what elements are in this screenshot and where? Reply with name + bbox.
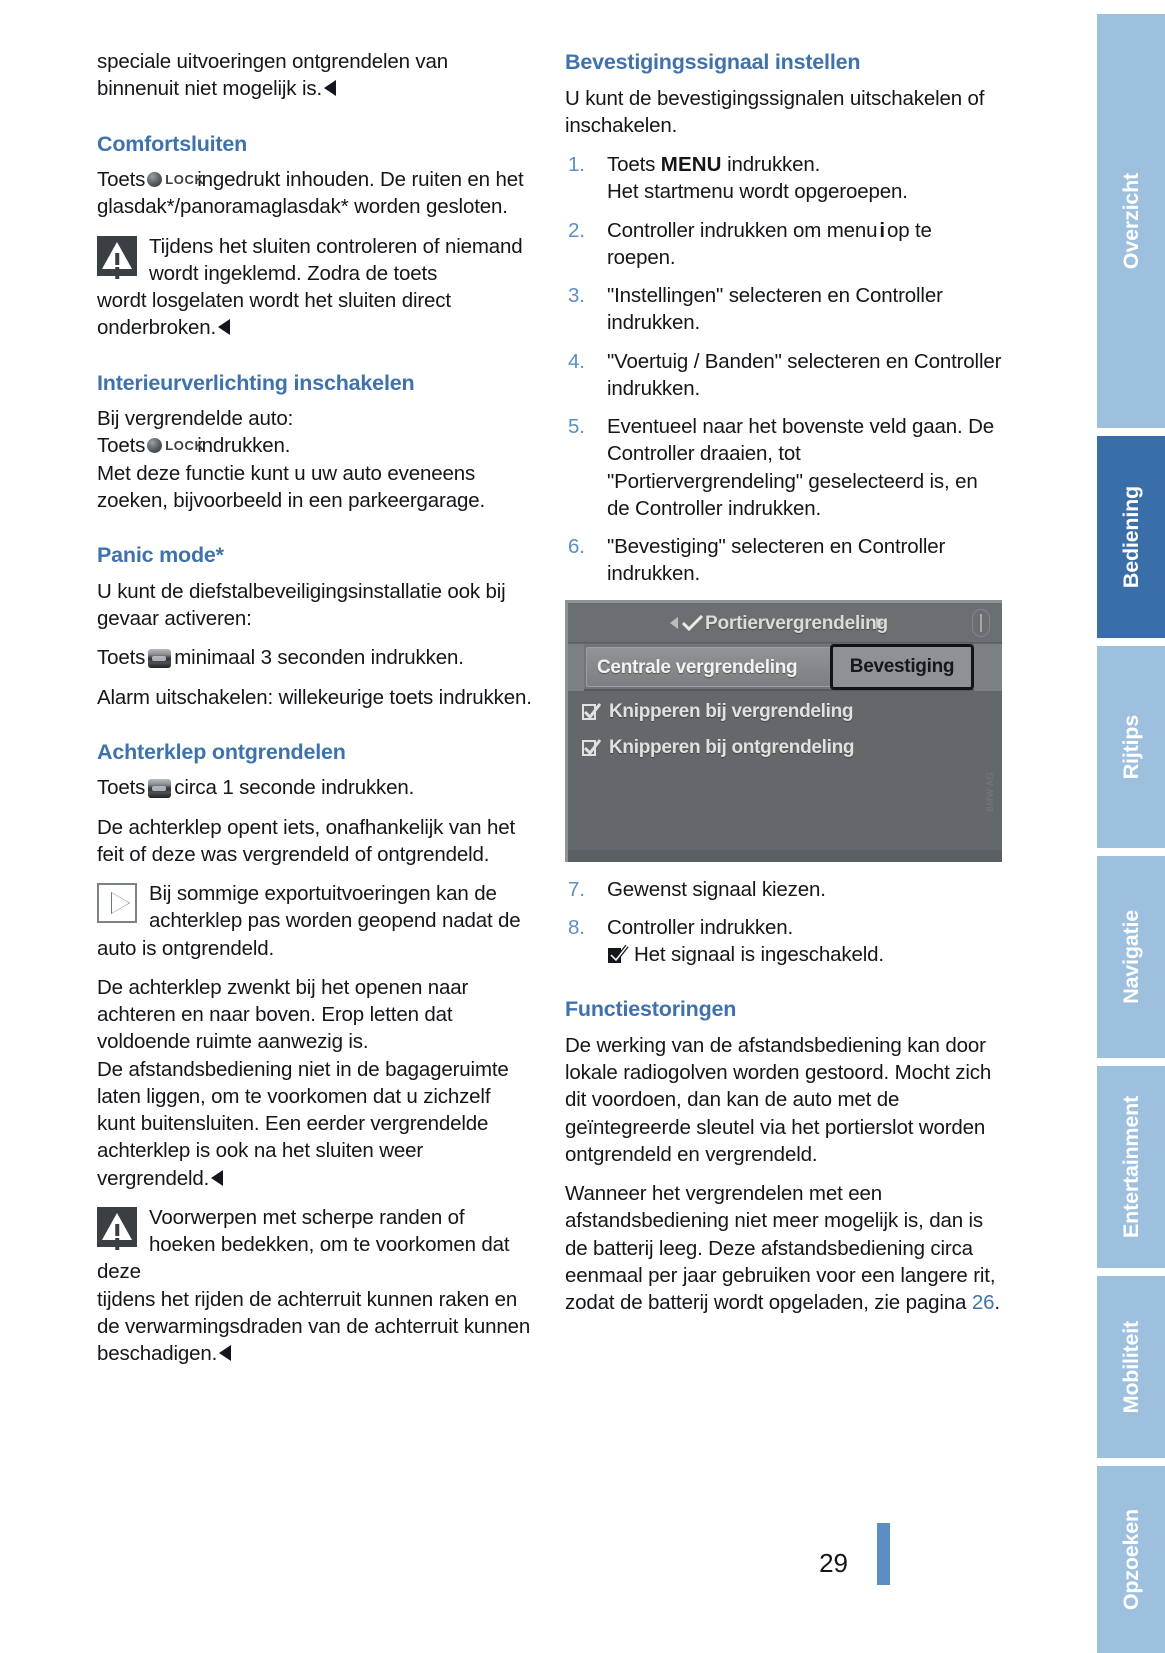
step-text: "Voertuig / Banden" selecteren en Controller indrukken.: [607, 349, 1002, 400]
achterklep-p1: [97, 774, 534, 801]
idrive-screen-figure: [565, 600, 1002, 862]
achterklep-p1-pre: Toets: [97, 776, 146, 800]
step-item: [565, 914, 1002, 969]
lock-button-icon: [147, 171, 205, 189]
step-sub-line: [607, 941, 1002, 968]
step-text: "Instellingen" selecteren en Controller indrukken.: [607, 284, 943, 335]
step-number: 8.: [568, 915, 585, 939]
step-item: [565, 533, 1002, 588]
warning-note-achterklep: [97, 1204, 534, 1368]
screen-title-text: Portiervergrendeling: [705, 612, 888, 634]
step-number: 7.: [568, 877, 585, 901]
achterklep-p4: [97, 1056, 534, 1192]
figure-watermark: BMW AG: [985, 771, 996, 812]
warning-note-rest: [97, 287, 534, 342]
warning-note-indented-text: Tijdens het sluiten controleren of niemand wordt ingeklemd. Zodra de toets: [149, 234, 523, 285]
checkbox-checked-icon-svg: [582, 739, 602, 757]
panic-p2: [97, 644, 534, 671]
sidebar-tab-mobiliteit[interactable]: [1097, 1276, 1165, 1462]
page-number: 29: [819, 1548, 848, 1578]
functiestoringen-p2-pre: Wanneer het vergrendelen met een afstandsbediening niet meer mogelijk is, dan is de batterij leeg. Deze afstandsbediening circa eenmaal per jaar gebruiken voor een langere rit, zodat de batterij wordt opgeladen, zie pagina: [565, 1182, 996, 1315]
end-of-note-arrow-icon: [211, 1170, 223, 1186]
panic-p1: U kunt de diefstalbeveiligingsinstallatie ook bij gevaar activeren:: [97, 579, 506, 631]
step-sub-text: Het startmenu wordt opgeroepen.: [607, 180, 908, 204]
continued-paragraph-text: speciale uitvoeringen ontgrendelen van binnenuit niet mogelijk is.: [97, 50, 449, 101]
step-item: [565, 876, 1002, 903]
checkbox-checked-icon: [582, 703, 602, 728]
lock-button-icon: [147, 437, 205, 455]
screen-list-item-label: Knipperen bij ontgrendeling: [609, 736, 855, 758]
achterklep-p2: De achterklep opent iets, onafhankelijk van het feit of deze was vergrendeld of ontgrendeld.: [97, 815, 516, 866]
step-number: 6.: [568, 535, 585, 559]
step-text-post: indrukken.: [727, 153, 821, 177]
warning-note-rest-text: wordt losgelaten wordt het sluiten direct onderbroken.: [97, 289, 451, 340]
export-note-body: [97, 880, 534, 935]
step-number: 4.: [568, 349, 585, 373]
warning-note-comfortsluiten: [97, 233, 534, 342]
comfortsluiten-p1-post: ingedrukt inhouden. De ruiten en het glasdak*/panoramaglasdak* worden gesloten.: [97, 168, 524, 219]
screen-tab-centrale-vergrendeling[interactable]: [586, 647, 841, 687]
export-note-rest: auto is ontgrendeld.: [97, 936, 275, 960]
heading-functiestoringen: Functiestoringen: [565, 997, 737, 1022]
screen-tab-label: Centrale vergrendeling: [597, 656, 798, 678]
step-item: [565, 413, 1002, 522]
heading-comfortsluiten: Comfortsluiten: [97, 131, 248, 156]
heading-bevestigingssignaal: Bevestigingssignaal instellen: [565, 50, 861, 74]
heading-panic-mode: Panic mode*: [97, 543, 224, 568]
interieur-line1: Bij vergrendelde auto:: [97, 407, 294, 431]
step-text-post: op te roepen.: [607, 218, 932, 269]
step-text: Gewenst signaal kiezen.: [607, 877, 826, 901]
end-of-note-arrow-icon: [324, 80, 336, 96]
panic-p2-pre: Toets: [97, 646, 146, 670]
menu-button-label: MENU: [660, 153, 722, 177]
trunk-release-button-icon: [148, 779, 171, 798]
interieur-line2: [97, 432, 534, 459]
step-text: "Bevestiging" selecteren en Controller indrukken.: [607, 535, 946, 586]
step-number: 1.: [568, 153, 585, 177]
warning-triangle-icon: [97, 236, 137, 276]
sidebar-tab-opzoeken[interactable]: [1097, 1466, 1165, 1653]
triangle-note-icon: [97, 883, 137, 923]
sidebar-tab-label: Mobiliteit: [1118, 1320, 1143, 1414]
screen-list-item[interactable]: [582, 735, 854, 764]
panic-p2-post: minimaal 3 seconden indrukken.: [174, 646, 464, 670]
trunk-release-button-icon: [148, 649, 171, 668]
warning-note-rest: [97, 1286, 534, 1368]
screen-tab-label: Bevestiging: [849, 655, 955, 677]
sidebar-tab-label: Overzicht: [1118, 172, 1143, 270]
screen-list-item[interactable]: [582, 699, 853, 728]
screen-list-item-label: Knipperen bij vergrendeling: [609, 700, 854, 722]
interieur-line2-post: indrukken.: [197, 434, 291, 458]
heading-interieurverlichting: Interieurverlichting inschakelen: [97, 370, 415, 395]
sidebar-tab-rijtips[interactable]: [1097, 646, 1165, 852]
check-icon: [682, 613, 704, 638]
step-number: 3.: [568, 284, 585, 308]
screen-scroll-indicator: [972, 609, 990, 637]
achterklep-p3: De achterklep zwenkt bij het openen naar achteren en naar boven. Erop letten dat voldoende ruimte aanwezig is.: [97, 975, 469, 1054]
achterklep-p4-text: De afstandsbediening niet in de bagageruimte laten liggen, om te voorkomen dat u zichzelf kunt buitensluiten. Een eerder vergrendelde achterklep is ook na het sluiten weer vergrendeld.: [97, 1057, 509, 1190]
screen-title: [568, 611, 1002, 638]
export-note: [97, 880, 534, 962]
step-text-pre: Toets: [607, 153, 656, 177]
sidebar-tab-bediening[interactable]: [1097, 436, 1165, 642]
comfortsluiten-p1-pre: Toets: [97, 168, 146, 192]
screen-bottom-bar: [568, 850, 1002, 862]
step-item: [565, 282, 1002, 337]
warning-note-body: [97, 233, 534, 288]
sidebar-tab-label: Bediening: [1118, 485, 1143, 589]
sidebar-tab-label: Entertainment: [1118, 1096, 1143, 1238]
continued-paragraph: [97, 48, 534, 103]
functiestoringen-p2-post: .: [994, 1291, 1000, 1315]
step-sub-text: Het signaal is ingeschakeld.: [634, 943, 884, 967]
sidebar-tab-label: Navigatie: [1118, 910, 1143, 1004]
warning-note-indented-text: Voorwerpen met scherpe randen of hoeken bedekken, om te voorkomen dat deze: [97, 1205, 510, 1284]
check-icon-svg: [682, 615, 704, 631]
checkbox-checked-icon-svg: [607, 945, 629, 965]
heading-achterklep: Achterklep ontgrendelen: [97, 739, 346, 764]
checkbox-checked-icon: [582, 739, 602, 764]
achterklep-p1-post: circa 1 seconde indrukken.: [174, 776, 415, 800]
functiestoringen-p1: De werking van de afstandsbediening kan door lokale radiogolven worden gestoord. Mocht zich dit voordoen, dan kan de auto met de geïntegreerde sleutel via het portierslot worden ontgrendeld en vergrendeld.: [565, 1033, 992, 1166]
info-menu-icon: i: [879, 218, 885, 242]
lock-button-label: LOCK: [165, 438, 205, 454]
warning-note-body: [97, 1204, 534, 1286]
footer-accent-bar: [877, 1523, 890, 1585]
step-text-pre: Controller indrukken om menu: [607, 218, 878, 242]
step-number: 5.: [568, 415, 585, 439]
steps-list: [565, 151, 1002, 588]
end-of-note-arrow-icon: [218, 319, 230, 335]
screen-left-strip: [568, 644, 584, 691]
warning-note-rest-text: tijdens het rijden de achterruit kunnen raken en de verwarmingsdraden van de achterruit kunnen beschadigen.: [97, 1287, 531, 1366]
section-tabs-sidebar: [1097, 0, 1165, 1653]
interieur-line3: Met deze functie kunt u uw auto eveneens zoeken, bijvoorbeeld in een parkeergarage.: [97, 461, 486, 512]
step-item: [565, 217, 1002, 272]
page-footer: [0, 1533, 1040, 1579]
screen-right-strip: [974, 644, 1002, 691]
comfortsluiten-paragraph: [97, 166, 534, 221]
functiestoringen-p2: [565, 1180, 1002, 1316]
sidebar-tab-entertainment[interactable]: [1097, 1066, 1165, 1272]
screen-tab-bevestiging-selected[interactable]: [830, 644, 974, 690]
steps-list-after-figure: [565, 876, 1002, 969]
sidebar-tab-label: Rijtips: [1118, 714, 1143, 780]
step-item: [565, 348, 1002, 403]
step-item: [565, 151, 1002, 206]
right-column: [565, 48, 1002, 1328]
page-reference-link[interactable]: 26: [971, 1291, 995, 1315]
interieur-line2-pre: Toets: [97, 434, 146, 458]
warning-triangle-icon: [97, 1207, 137, 1247]
export-note-indented-text: Bij sommige exportuitvoeringen kan de achterklep pas worden geopend nadat de: [149, 882, 521, 933]
left-column: [97, 48, 534, 1379]
step-text: Eventueel naar het bovenste veld gaan. De Controller draaien, tot "Portiervergrendeling" geselecteerd is, en de Controller indrukken.: [607, 415, 995, 520]
checkbox-checked-icon: [607, 945, 629, 965]
sidebar-tab-navigatie[interactable]: [1097, 856, 1165, 1062]
step-number: 2.: [568, 218, 585, 242]
sidebar-tab-overzicht[interactable]: [1097, 14, 1165, 432]
end-of-note-arrow-icon: [219, 1345, 231, 1361]
step-text: Controller indrukken.: [607, 915, 793, 939]
bevestigingssignaal-intro: U kunt de bevestigingssignalen uitschakelen of inschakelen.: [565, 86, 985, 137]
sidebar-tab-label: Opzoeken: [1118, 1508, 1143, 1611]
panic-p3: Alarm uitschakelen: willekeurige toets indrukken.: [97, 685, 532, 709]
checkbox-checked-icon-svg: [582, 703, 602, 721]
lock-button-label: LOCK: [165, 172, 205, 188]
